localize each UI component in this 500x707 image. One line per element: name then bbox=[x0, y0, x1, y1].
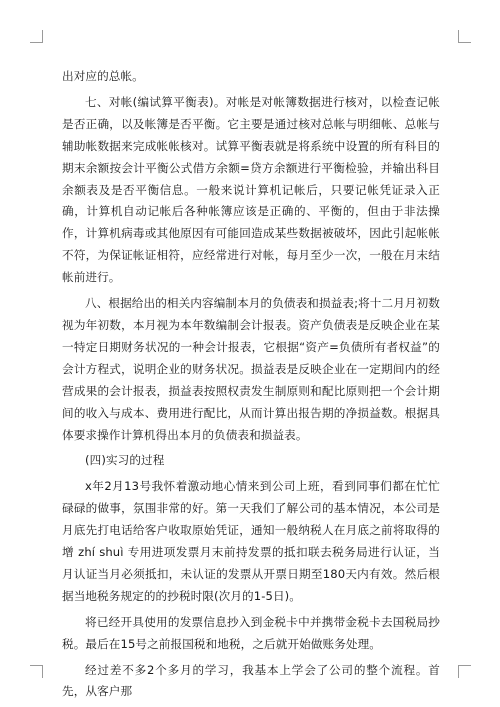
document-body bbox=[62, 66, 440, 703]
paragraph-first-day: x年2月13号我怀着激动地心情来到公司上班，看到同事们都在忙忙碌碌的做事，氛围非常的好。第一天我们了解公司的基本情况，本公司是月底先打电话给客户收取原始凭证，通知一般纳税人在月底之前将取得的增 zhí shuì 专用进项发票月末前持发票的抵扣联去税务局进行认证，当月认证当月必须抵扣，未认证的发票从开票日期至180天内有效。然后根据当地税务规定的的抄税时限(次月的1-5日)。 bbox=[62, 479, 440, 603]
crop-mark-bottom-right bbox=[458, 665, 471, 678]
paragraph-tax-filing: 将已经开具使用的发票信息抄入到金税卡中并携带金税卡去国税局抄税。最后在15号之前报国税和地税，之后就开始做账务处理。 bbox=[62, 614, 440, 651]
crop-mark-bottom-left bbox=[30, 665, 43, 678]
paragraph-continuation: 出对应的总帐。 bbox=[62, 69, 144, 83]
crop-mark-top-right bbox=[458, 30, 471, 43]
section-heading-internship-process: (四)实习的过程 bbox=[85, 453, 165, 468]
paragraph-learning: 经过差不多2个多月的学习，我基本上学会了公司的整个流程。首先，从客户那 bbox=[62, 662, 440, 699]
crop-mark-top-left bbox=[30, 30, 43, 43]
paragraph-financial-statements: 八、根据给出的相关内容编制本月的负债表和损益表;将十二月月初数视为年初数，本月视为本年数编制会计报表。资产负债表是反映企业在某一特定日期财务状况的一种会计报表，它根据“资产=负债所有者权益”的会计方程式，说明企业的财务状况。损益表是反映企业在一定期间内的经营成果的会计报表，损益表按照权责发生制原则和配比原则把一个会计期间的收入与成本、费用进行配比，从而计算出报告期的净损益数。根据具体要求操作计算机得出本月的负债表和损益表。 bbox=[62, 296, 440, 442]
paragraph-reconciliation: 七、对帐(编试算平衡表)。对帐是对帐簿数据进行核对，以检查记帐是否正确，以及帐簿是否平衡。它主要是通过核对总帐与明细帐、总帐与辅助帐数据来完成帐帐核对。试算平衡表就是将系统中设置的所有科目的期末余额按会计平衡公式借方余额=贷方余额进行平衡检验，并输出科目余额表及是否平衡信息。一般来说计算机记帐后，只要记帐凭证录入正确，计算机自动记帐后各种帐簿应该是正确的、平衡的，但由于非法操作，计算机病毒或其他原因有可能回造成某些数据被破坏，因此引起帐帐不符，为保证帐证相符，应经常进行对帐，每月至少一次，一般在月末结帐前进行。 bbox=[62, 94, 440, 285]
